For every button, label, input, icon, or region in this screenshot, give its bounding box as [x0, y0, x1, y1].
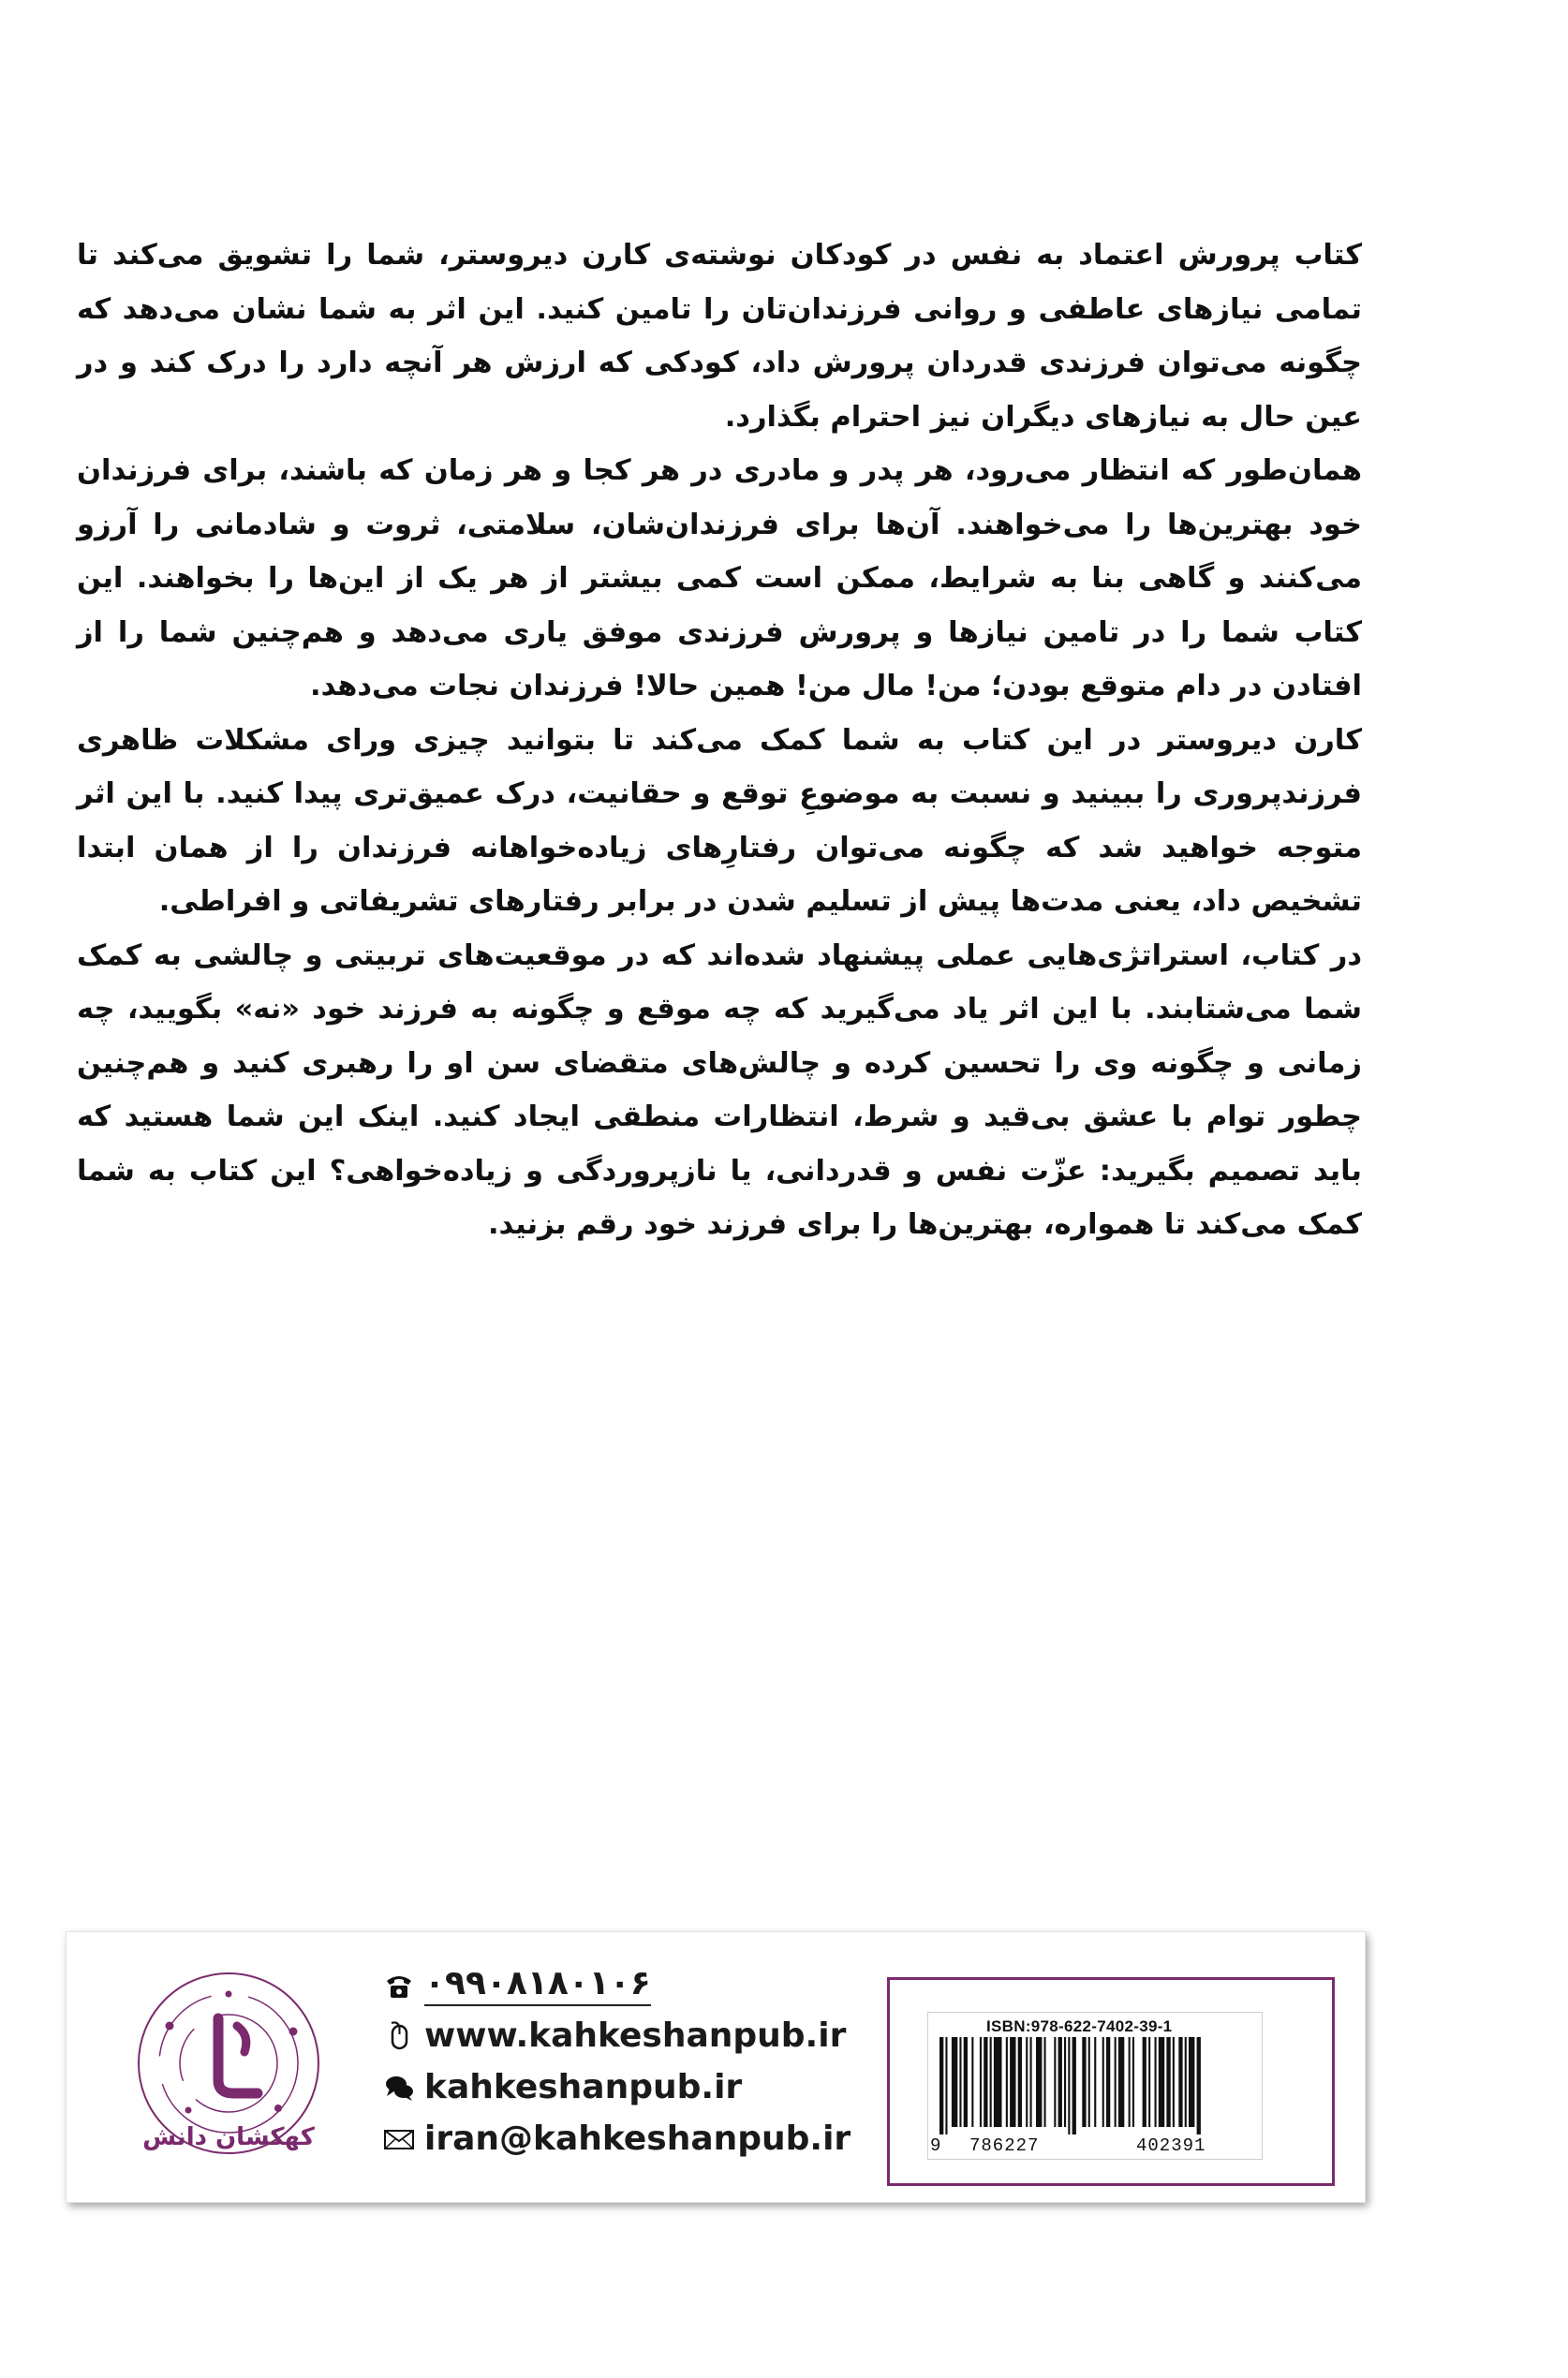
barcode-bar	[1026, 2037, 1028, 2127]
barcode-bar	[939, 2037, 943, 2134]
barcode-left-digits: 786227	[969, 2135, 1040, 2156]
barcode-bar	[1030, 2037, 1032, 2127]
barcode-bar	[1068, 2037, 1070, 2134]
barcode-bar	[1058, 2037, 1062, 2127]
barcode-bar	[980, 2037, 982, 2127]
barcode-bar	[1018, 2037, 1022, 2127]
publisher-name: کهکشان دانش	[142, 2123, 315, 2151]
barcode-bar	[964, 2037, 968, 2127]
barcode-bar	[1132, 2037, 1134, 2127]
envelope-icon	[383, 2123, 415, 2155]
barcode-bar	[959, 2037, 961, 2127]
barcode-bar	[984, 2037, 987, 2127]
barcode-bar	[945, 2037, 947, 2134]
barcode-bar	[1064, 2037, 1066, 2127]
barcode-right-digits: 402391	[1136, 2135, 1206, 2156]
barcode-bar	[1072, 2037, 1076, 2134]
barcode-bar	[1189, 2037, 1194, 2127]
contact-email	[383, 2120, 851, 2158]
barcode-bar	[1155, 2037, 1157, 2127]
barcode-bar	[1036, 2037, 1042, 2127]
barcode-bar	[1118, 2037, 1124, 2127]
barcode-bar	[1054, 2037, 1056, 2127]
mouse-icon	[383, 2020, 415, 2052]
blurb-paragraph-1: کتاب پرورش اعتماد به نفس در کودکان نوشته‌ی کارن دیروستر، شما را تشویق می‌کند تا تمامی نیازهای عاطفی و روانی فرزندان‌تان را تامین کنید. این اثر به شما نشان می‌دهد که چگونه می‌توان فرزندی قدردان پرورش داد، کودکی که ارزش هر آنچه دارد را درک کند و در عین حال به نیازهای دیگران نیز احترام بگذارد.	[77, 239, 1362, 434]
barcode-bar	[1166, 2037, 1170, 2127]
isbn-barcode	[927, 2012, 1263, 2160]
barcode-frame	[887, 1977, 1335, 2186]
barcode-bar	[971, 2037, 973, 2127]
barcode-bar	[1185, 2037, 1187, 2127]
blurb-paragraph-3: کارن دیروستر در این کتاب به شما کمک می‌کند تا بتوانید چیزی ورای مشکلات ظاهری فرزندپروری را ببینید و نسبت به موضوعِ توقع و حقانیت، درک عمیق‌تری پیدا کنید. با این اثر متوجه خواهید شد که چگونه می‌توان رفتارِهای زیاده‌خواهانه فرزندان را از همان ابتدا تشخیص داد، یعنی مدت‌ها پیش از تسلیم شدن در برابر رفتارهای تشریفاتی و افراطی.	[77, 723, 1362, 918]
blurb-paragraph-2: همان‌طور که انتظار می‌رود، هر پدر و مادری در هر کجا و هر زمان که باشند، برای فرزندان خود بهترین‌ها را می‌خواهند. آن‌ها برای فرزندان‌شان، سلامتی، ثروت و شادمانی را آرزو می‌کنند و گاهی بنا به شرایط، ممکن است کمی بیشتر از هر یک از این‌ها را بخواهند. این کتاب شما را در تامین نیازها و پرورش فرزندی موفق یاری می‌دهد و هم‌چنین شما را از افتادن در دام متوقع بودن؛ من! مال من! همین حالا! فرزندان نجات می‌دهد.	[77, 454, 1362, 702]
barcode-bar	[1159, 2037, 1164, 2127]
blurb-paragraph-4: در کتاب، استراتژی‌هایی عملی پیشنهاد شده‌اند که در موقعیت‌های تربیتی و چالشی به کمک شما می‌شتابند. با این اثر یاد می‌گیرید که چه موقع و چگونه به فرزند خود «نه» بگویید، چه زمانی و چگونه وی را تحسین کرده و چالش‌های متقضای سن او را رهبری کنید و هم‌چنین چطور توام با عشق بی‌قید و شرط، انتظارات منطقی ایجاد کنید. اینک این شما هستید که باید تصمیم بگیرید: عزّت نفس و قدردانی، یا نازپروردگی و زیاده‌خواهی؟ این کتاب به شما کمک می‌کند تا همواره، بهترین‌ها را برای فرزند خود رقم بزنید.	[77, 938, 1362, 1241]
barcode-bar	[1044, 2037, 1046, 2127]
phone-number[interactable]: ۰۹۹۰۸۱۸۰۱۰۶	[424, 1964, 651, 2006]
website-link[interactable]: www.kahkeshanpub.ir	[424, 2016, 847, 2055]
barcode-bar	[1094, 2037, 1096, 2127]
back-cover-blurb	[77, 229, 1362, 1252]
social-link[interactable]: kahkeshanpub.ir	[424, 2068, 743, 2106]
barcode-bar	[1173, 2037, 1175, 2127]
barcode-bar	[994, 2037, 1002, 2127]
publisher-logo	[128, 1970, 329, 2170]
barcode-bar	[1129, 2037, 1131, 2127]
isbn-label: ISBN:978-622-7402-39-1	[986, 2017, 1173, 2035]
barcode-bar	[1088, 2037, 1090, 2127]
phone-icon	[383, 1970, 415, 2001]
barcode-bar	[1148, 2037, 1150, 2127]
barcode-bar	[1082, 2037, 1086, 2127]
barcode-first-digit: 9	[930, 2135, 941, 2156]
barcode-bar	[1106, 2037, 1110, 2127]
barcode-bar	[1102, 2037, 1104, 2127]
barcode-bar	[990, 2037, 992, 2127]
chat-icon	[383, 2072, 415, 2104]
barcode-bar	[1010, 2037, 1015, 2127]
barcode-bar	[1178, 2037, 1182, 2127]
contact-phone	[383, 1964, 651, 2006]
barcode-bar	[1143, 2037, 1146, 2127]
contact-website	[383, 2016, 846, 2055]
publisher-footer	[66, 1931, 1366, 2203]
email-link[interactable]: iran@kahkeshanpub.ir	[424, 2120, 851, 2158]
barcode-bars	[936, 2037, 1254, 2134]
barcode-bar	[952, 2037, 957, 2127]
barcode-bar	[1197, 2037, 1201, 2134]
contact-social	[383, 2068, 742, 2106]
barcode-bar	[1006, 2037, 1008, 2127]
barcode-bar	[1115, 2037, 1117, 2127]
